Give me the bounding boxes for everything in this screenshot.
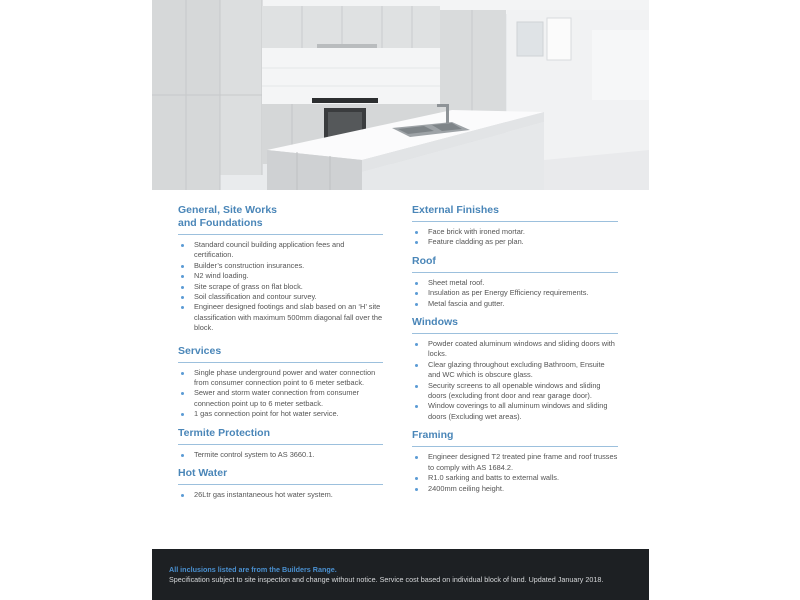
- kitchen-photo: [152, 0, 649, 190]
- section-title: Windows: [412, 316, 458, 329]
- list-item: Metal fascia and gutter.: [412, 299, 618, 309]
- list-item: Window coverings to all aluminum windows and sliding doors (Excluding wet areas).: [412, 401, 618, 422]
- list-item: Builder’s construction insurances.: [178, 261, 383, 271]
- inclusion-list: [412, 278, 618, 309]
- section-divider: [412, 221, 618, 222]
- section-title: Framing: [412, 429, 454, 442]
- section-title: Services: [178, 344, 222, 357]
- list-item: Face brick with ironed mortar.: [412, 227, 618, 237]
- section-divider: [178, 362, 383, 363]
- section-title: Termite Protection: [178, 426, 270, 439]
- list-item: Termite control system to AS 3660.1.: [178, 450, 383, 460]
- section-windows: [412, 316, 618, 422]
- list-item: Standard council building application fees and certification.: [178, 240, 383, 261]
- inclusion-list: [178, 490, 383, 500]
- section-framing: [412, 429, 618, 494]
- inclusion-list: [412, 452, 618, 494]
- section-general-site-works: [178, 204, 383, 334]
- section-external-finishes: [412, 204, 618, 248]
- list-item: Powder coated aluminum windows and sliding doors with locks.: [412, 339, 618, 360]
- section-divider: [178, 484, 383, 485]
- right-column: [412, 204, 618, 501]
- section-title: Roof: [412, 254, 436, 267]
- footer-note: All inclusions listed are from the Builders Range.: [169, 565, 337, 574]
- footer-disclaimer-text: Specification subject to site inspection and change without notice. Service cost based on individual block of land. Updated January 2018.: [169, 575, 604, 584]
- left-column: [178, 204, 383, 508]
- list-item: Security screens to all openable windows and sliding doors (excluding front door and rear garage door).: [412, 381, 618, 402]
- list-item: Engineer designed T2 treated pine frame and roof trusses to comply with AS 1684.2.: [412, 452, 618, 473]
- list-item: 1 gas connection point for hot water service.: [178, 409, 383, 419]
- list-item: Site scrape of grass on flat block.: [178, 282, 383, 292]
- inclusion-list: [412, 227, 618, 248]
- list-item: N2 wind loading.: [178, 271, 383, 281]
- section-services: [178, 345, 383, 420]
- section-title: Hot Water: [178, 467, 228, 480]
- inclusion-list: [178, 368, 383, 420]
- section-divider: [412, 446, 618, 447]
- inclusion-list: [412, 339, 618, 422]
- list-item: Clear glazing throughout excluding Bathroom, Ensuite and WC which is obscure glass.: [412, 360, 618, 381]
- list-item: R1.0 sarking and batts to external walls.: [412, 473, 618, 483]
- section-divider: [178, 234, 383, 235]
- list-item: Feature cladding as per plan.: [412, 237, 618, 247]
- list-item: Sheet metal roof.: [412, 278, 618, 288]
- list-item: Sewer and storm water connection from consumer connection point up to 6 meter setback.: [178, 388, 383, 409]
- inclusion-list: [178, 240, 383, 334]
- section-title: General, Site Works and Foundations: [178, 204, 278, 229]
- list-item: 26Ltr gas instantaneous hot water system.: [178, 490, 383, 500]
- list-item: Engineer designed footings and slab based on an ‘H’ site classification with maximum 500mm diagonal fall over the block.: [178, 302, 383, 333]
- kitchen-illustration: [152, 0, 649, 190]
- section-roof: [412, 255, 618, 309]
- footer-disclaimer: [152, 549, 649, 600]
- section-termite-protection: [178, 427, 383, 460]
- section-divider: [412, 333, 618, 334]
- list-item: Insulation as per Energy Efficiency requirements.: [412, 288, 618, 298]
- section-title: External Finishes: [412, 204, 499, 216]
- inclusion-list: [178, 450, 383, 460]
- specification-sheet: [152, 190, 649, 549]
- list-item: Single phase underground power and water connection from consumer connection point to 6 meter setback.: [178, 368, 383, 389]
- section-divider: [178, 444, 383, 445]
- section-hot-water: [178, 467, 383, 500]
- list-item: 2400mm ceiling height.: [412, 484, 618, 494]
- list-item: Soil classification and contour survey.: [178, 292, 383, 302]
- section-divider: [412, 272, 618, 273]
